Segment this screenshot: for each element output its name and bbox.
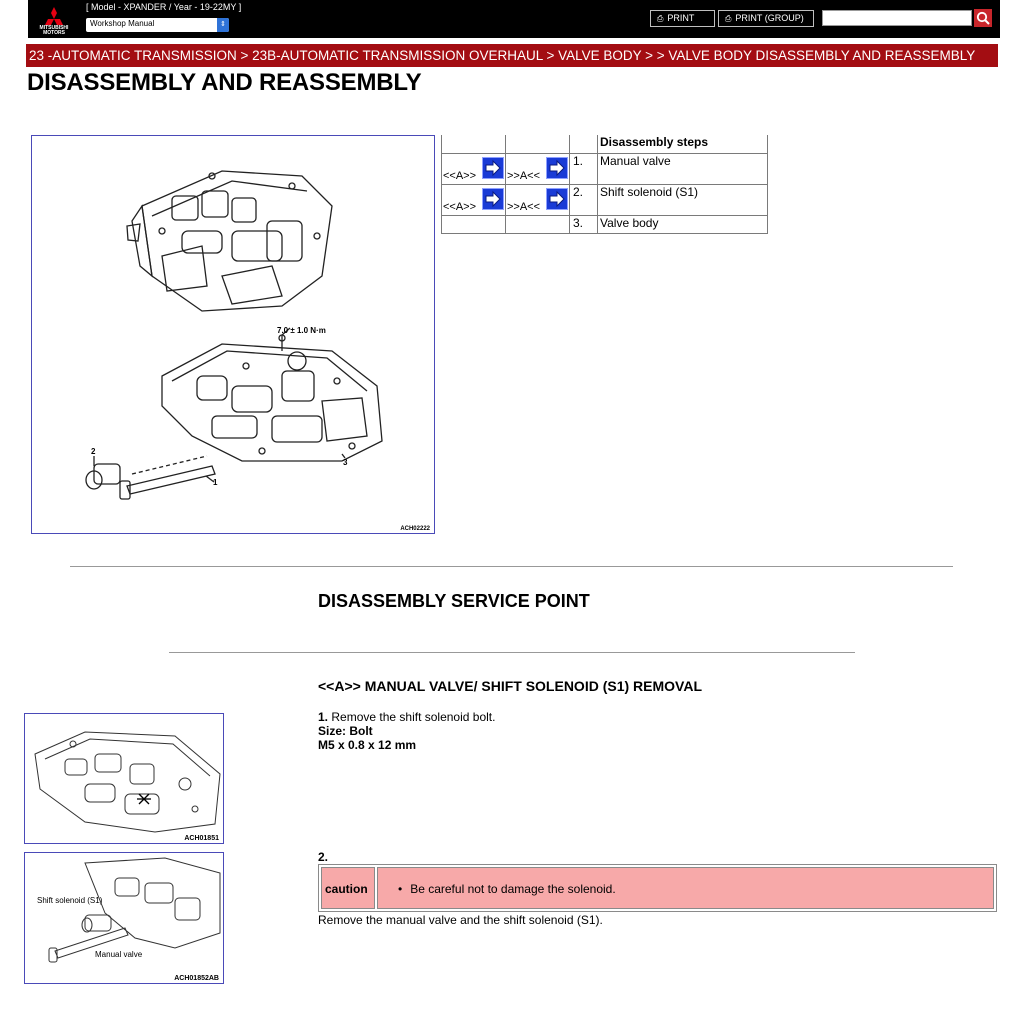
caution-box [318,864,997,912]
page-title: DISASSEMBLY AND REASSEMBLY [27,69,422,96]
disassembly-link[interactable] [442,153,506,184]
step-label: Manual valve [598,153,768,184]
step-label: Shift solenoid (S1) [598,184,768,215]
figure-code: ACH01851 [184,835,219,842]
brand-line-1: MITSUBISHI [39,25,69,31]
step-number: 3. [570,215,598,233]
step-1-number: 1. [318,710,329,724]
print-group-button[interactable] [718,10,814,27]
select-arrows-icon: ⇕ [217,18,229,32]
ref-label: <<A>> [443,200,477,213]
ref-cell-empty [506,215,570,233]
table-row [442,215,768,233]
caution-text: Be careful not to damage the solenoid. [410,882,616,896]
caution-label: caution [321,867,375,909]
ref-label: <<A>> [443,169,477,182]
step-number: 2. [570,184,598,215]
ref-cell-empty [442,215,506,233]
printer-icon: ⎙ [657,14,664,23]
search-button[interactable] [974,9,992,27]
reassembly-link[interactable] [506,153,570,184]
manual-valve-label: Manual valve [95,950,143,959]
disassembly-link[interactable] [442,184,506,215]
caution-text-cell [377,867,994,909]
step-label: Valve body [598,215,768,233]
brand-line-2: MOTORS [43,30,65,36]
ref-label: >>A<< [507,200,541,213]
torque-label: 7.0 ± 1.0 N·m [277,326,326,335]
reassembly-link[interactable] [506,184,570,215]
arrow-right-icon[interactable] [546,188,568,210]
table-row [442,153,768,184]
brand-name [31,26,77,36]
printer-icon: ⎙ [725,14,732,23]
step-1-block [318,710,495,752]
figure-code: ACH01852AB [174,975,219,982]
figure-bolt-location[interactable] [24,713,224,844]
breadcrumb[interactable]: 23 -AUTOMATIC TRANSMISSION > 23B-AUTOMATIC TRANSMISSION OVERHAUL > VALVE BODY > > VALVE BODY DISASSEMBLY AND REASSEMBLY [26,44,998,67]
step-1-size: Size: Bolt [318,724,373,738]
solenoid-removal-illustration [25,853,223,983]
table-header-cell [506,135,570,153]
table-row [442,184,768,215]
table-header-cell [570,135,598,153]
arrow-right-icon[interactable] [546,157,568,179]
step-2-number: 2. [318,850,329,864]
divider [169,652,855,653]
step-1-text: Remove the shift solenoid bolt. [331,710,496,724]
valve-body-top-illustration [25,714,223,843]
top-header-bar [28,0,1000,38]
callout-2: 2 [91,447,96,456]
service-point-subtitle: <<A>> MANUAL VALVE/ SHIFT SOLENOID (S1) REMOVAL [318,678,703,694]
valve-body-illustration [32,136,434,533]
step-number: 1. [570,153,598,184]
disassembly-steps-table [441,135,768,234]
print-button-label: PRINT [667,13,695,23]
table-header-row [442,135,768,153]
steps-header: Disassembly steps [598,135,768,153]
manual-type-select[interactable] [86,18,229,32]
solenoid-label: Shift solenoid (S1) [37,896,103,905]
arrow-right-icon[interactable] [482,188,504,210]
print-button[interactable] [650,10,715,27]
ref-label: >>A<< [507,169,541,182]
divider [70,566,953,567]
bullet-icon: • [398,882,403,896]
step-1-line [318,710,495,724]
figure-solenoid-removal[interactable] [24,852,224,984]
manual-type-value: Workshop Manual [90,19,155,28]
service-point-title: DISASSEMBLY SERVICE POINT [318,591,590,611]
step-1-spec: M5 x 0.8 x 12 mm [318,738,417,752]
table-header-cell [442,135,506,153]
step-2-text: Remove the manual valve and the shift solenoid (S1). [318,913,603,927]
search-icon [974,9,992,27]
arrow-right-icon[interactable] [482,157,504,179]
model-year-label: [ Model - XPANDER / Year - 19-22MY ] [86,2,242,12]
print-group-button-label: PRINT (GROUP) [735,13,804,23]
search-input[interactable] [822,10,972,26]
figure-code: ACH02222 [400,526,430,532]
callout-3: 3 [343,458,348,467]
callout-1: 1 [213,478,218,487]
valve-body-exploded-figure[interactable] [31,135,435,534]
